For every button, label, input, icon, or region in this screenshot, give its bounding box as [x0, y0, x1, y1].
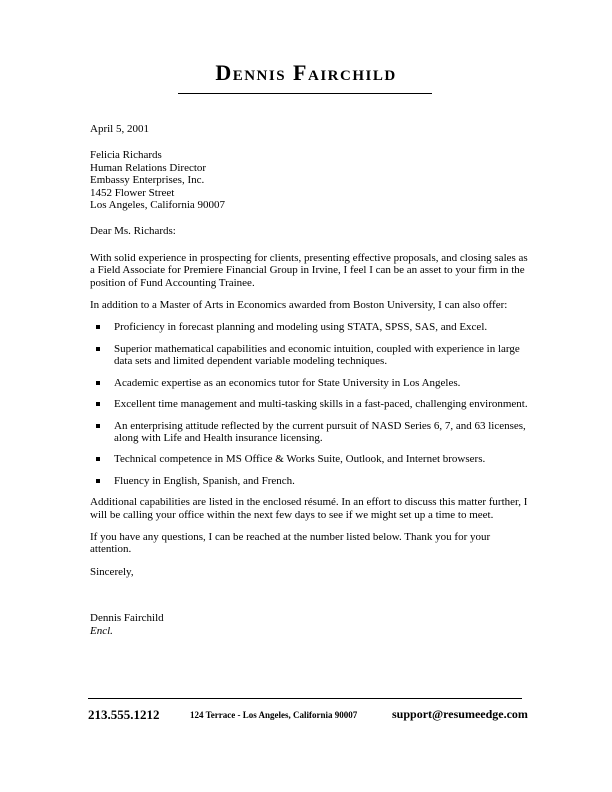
header-divider [178, 93, 432, 94]
bullet-icon [96, 457, 100, 461]
list-item [90, 343, 530, 368]
recipient-line: Human Relations Director [90, 161, 207, 174]
bullet-icon [96, 325, 100, 329]
qualifications-list [90, 321, 530, 487]
recipient-line: 1452 Flower Street [90, 186, 175, 199]
list-item [90, 321, 530, 333]
enclosure-note: Encl. [90, 624, 113, 637]
bullet-icon [96, 479, 100, 483]
letter-body [90, 123, 530, 637]
paragraph-contact: If you have any questions, I can be reached at the number listed below. Thank you for your attention. [90, 530, 491, 556]
list-item-text: An enterprising attitude reflected by the current pursuit of NASD Series 6, 7, and 63 licenses, along with Life and Health insurance licensing. [114, 419, 526, 444]
list-item [90, 453, 530, 465]
signature-block [90, 612, 530, 637]
sender-name-heading: Dennis Fairchild [215, 60, 397, 85]
recipient-address [90, 149, 530, 211]
list-item [90, 475, 530, 487]
closing: Sincerely, [90, 565, 134, 578]
footer-address: 124 Terrace - Los Angeles, California 90007 [190, 710, 358, 720]
list-item [90, 398, 530, 410]
footer-email-link[interactable]: support@resumeedge.com [392, 707, 528, 721]
list-item-text: Technical competence in MS Office & Works Suite, Outlook, and Internet browsers. [114, 453, 486, 466]
recipient-line: Embassy Enterprises, Inc. [90, 174, 205, 187]
recipient-line: Felicia Richards [90, 149, 162, 162]
signer-name: Dennis Fairchild [90, 612, 164, 625]
list-item-text: Proficiency in forecast planning and modeling using STATA, SPSS, SAS, and Excel. [114, 321, 488, 334]
bullet-icon [96, 381, 100, 385]
letter-date: April 5, 2001 [90, 123, 149, 135]
paragraph-offer: In addition to a Master of Arts in Economics awarded from Boston University, I can also offer: [90, 299, 508, 312]
footer-divider [88, 698, 522, 699]
list-item [90, 377, 530, 389]
recipient-line: Los Angeles, California 90007 [90, 199, 226, 212]
list-item-text: Superior mathematical capabilities and economic intuition, coupled with experience in large data sets and limited dependent variable modeling techniques. [114, 342, 520, 368]
bullet-icon [96, 347, 100, 351]
list-item-text: Excellent time management and multi-tasking skills in a fast-paced, challenging environment. [114, 398, 528, 411]
salutation: Dear Ms. Richards: [90, 225, 176, 238]
footer-phone: 213.555.1212 [88, 707, 160, 722]
paragraph-followup: Additional capabilities are listed in the enclosed résumé. In an effort to discuss this matter further, I will be calling your office within the next few days to see if we might set up a time to meet. [90, 496, 528, 521]
list-item [90, 420, 530, 445]
bullet-icon [96, 402, 100, 406]
list-item-text: Fluency in English, Spanish, and French. [114, 474, 295, 487]
paragraph-intro: With solid experience in prospecting for clients, presenting effective proposals, and closing sales as a Field Associate for Premiere Financial Group in Irvine, I feel I can be an asset to your firm in the position of Fund Accounting Trainee. [90, 251, 528, 289]
bullet-icon [96, 424, 100, 428]
list-item-text: Academic expertise as an economics tutor for State University in Los Angeles. [114, 376, 461, 389]
